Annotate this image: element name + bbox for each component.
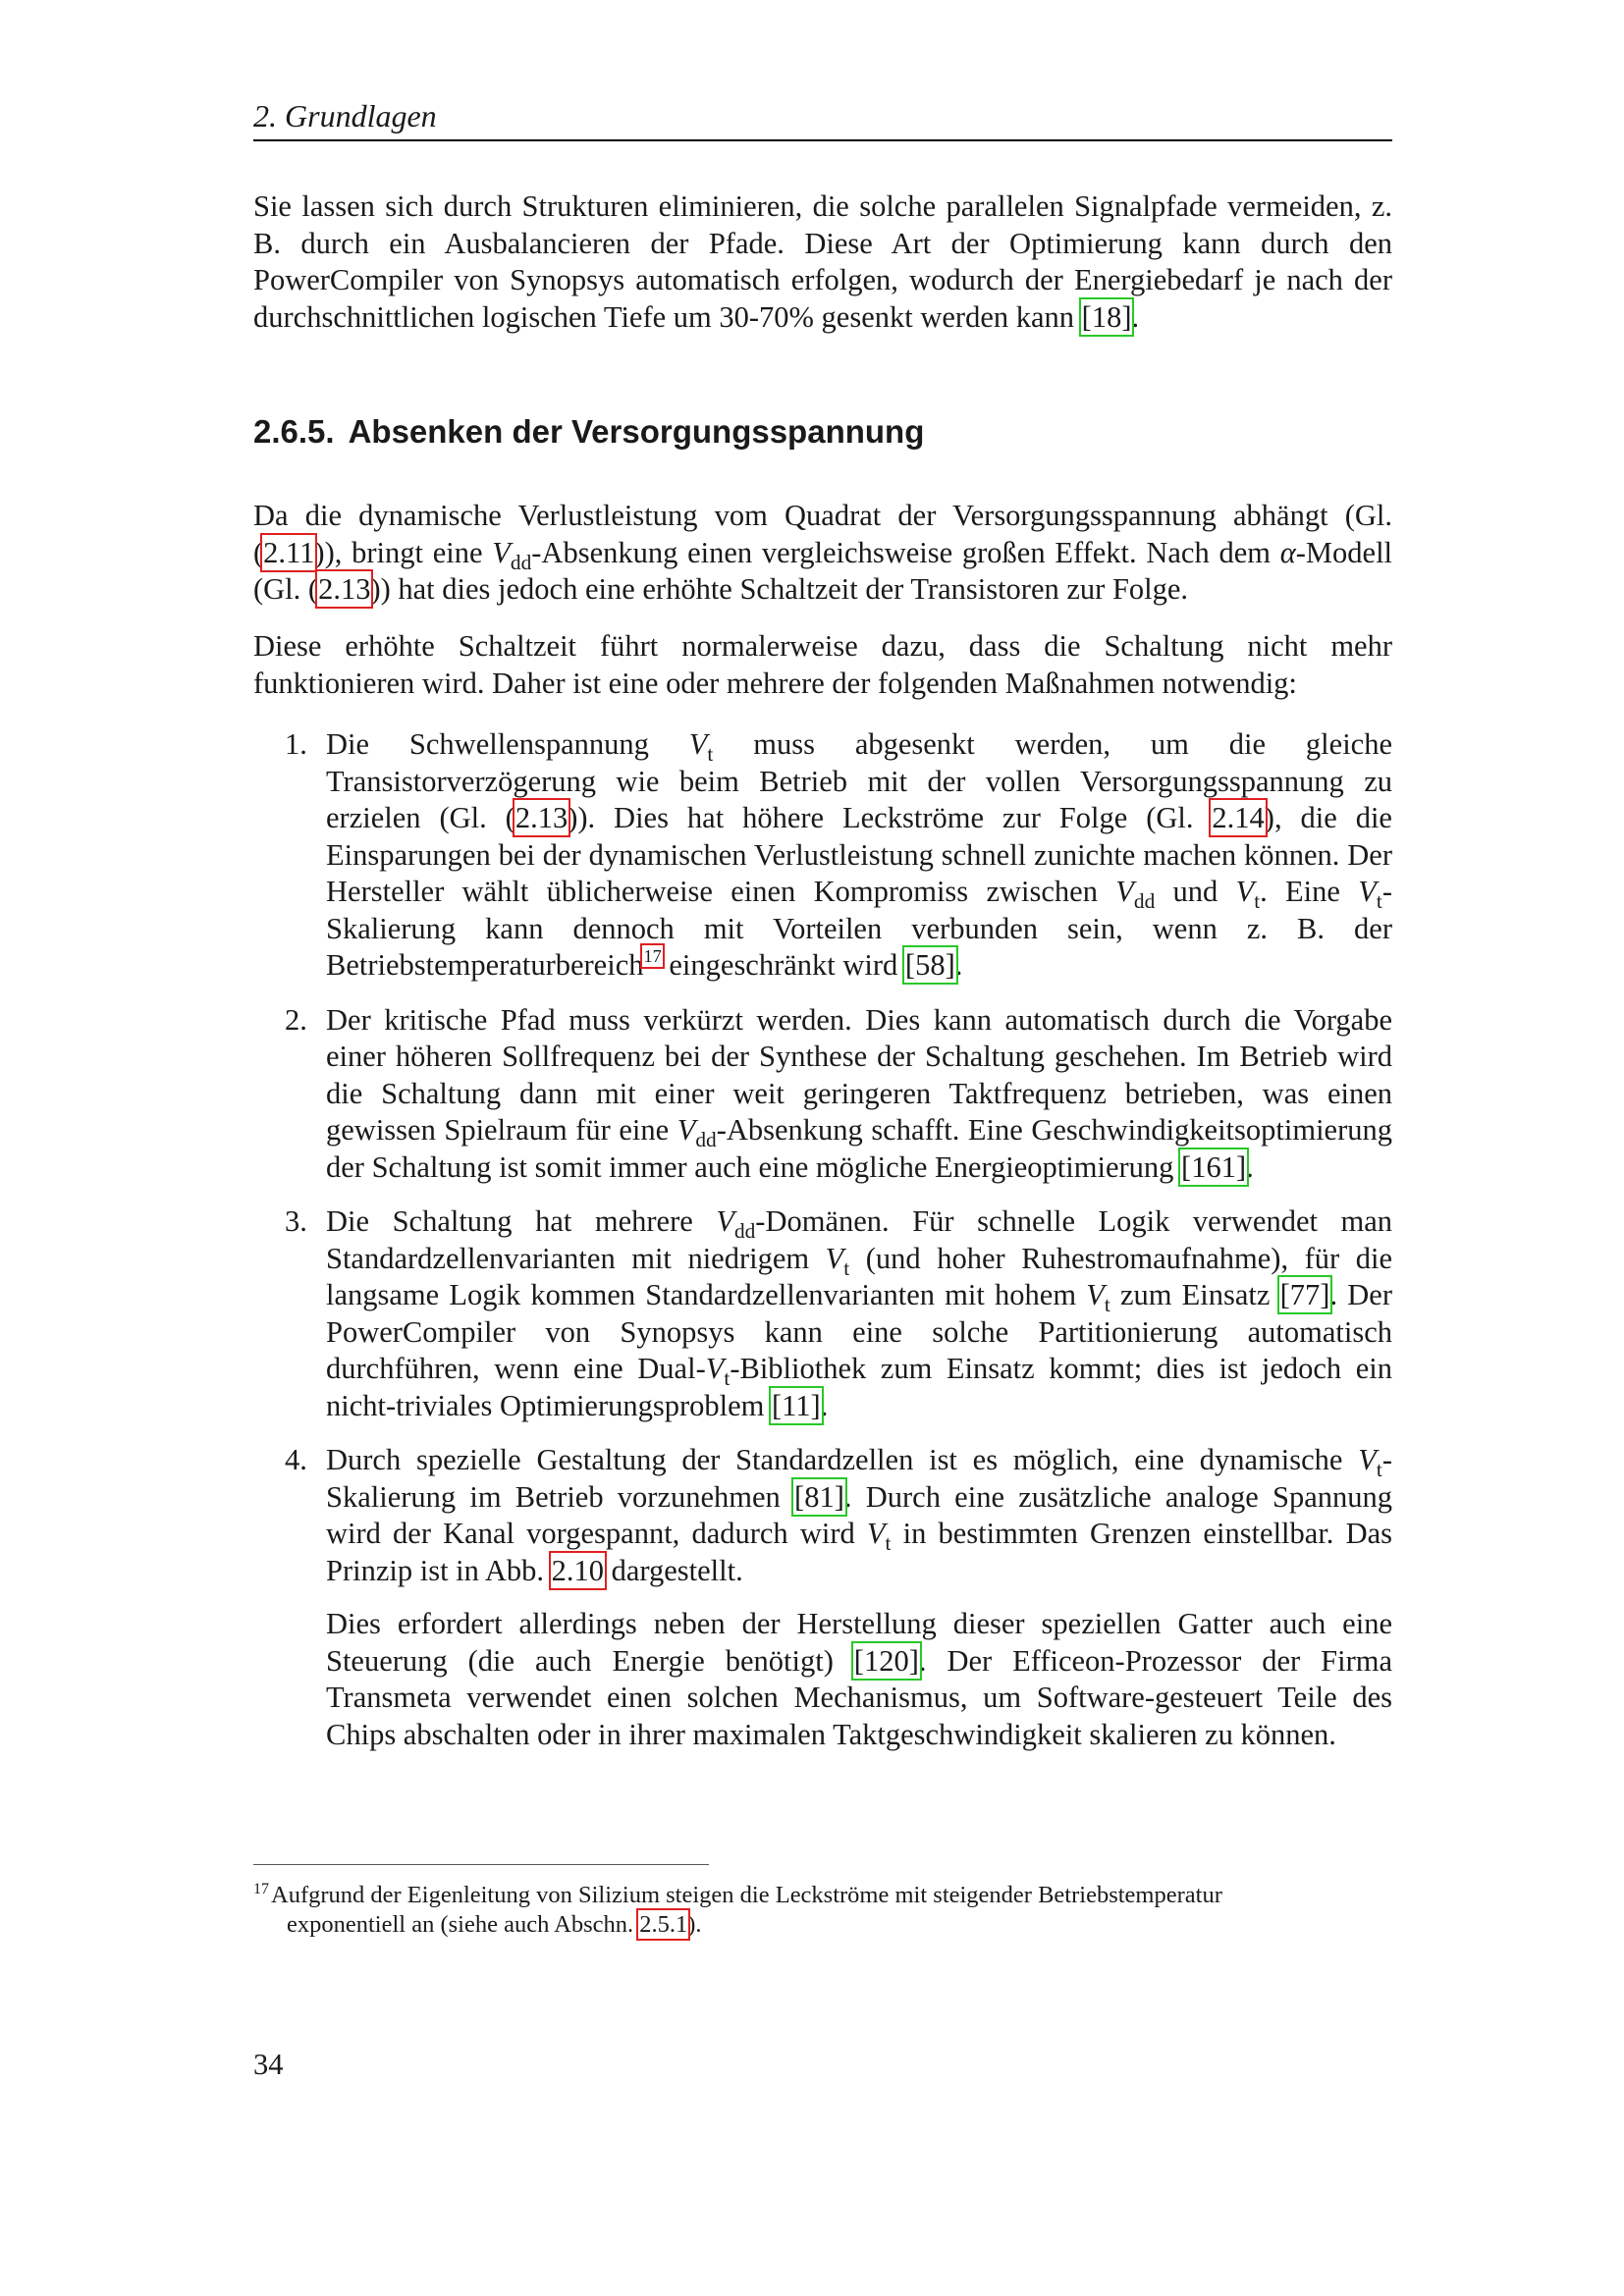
list-item — [285, 1203, 1392, 1424]
section-title: Absenken der Versorgungsspannung — [348, 413, 925, 450]
p1-text-4: -Modell (Gl. ( — [253, 535, 1393, 606]
section-ref-link[interactable]: 2.5.1 — [639, 1911, 688, 1938]
citation-link[interactable]: [11] — [772, 1388, 821, 1422]
list-item-number: 4. — [285, 1443, 307, 1476]
symbol-v: V — [705, 1352, 725, 1385]
symbol-v: V — [825, 1241, 844, 1275]
symbol-v: V — [866, 1517, 886, 1550]
list-item-number: 1. — [285, 727, 307, 761]
equation-ref-link[interactable]: 2.13 — [318, 572, 371, 606]
item-text: -Skalierung kann dennoch mit Vorteilen verbunden sein, wenn z. B. der Betriebstemperaturbereich — [326, 875, 1392, 982]
footnote-continuation — [253, 1910, 1392, 1940]
citation-link[interactable]: [18] — [1081, 299, 1132, 334]
subscript-t: t — [1254, 889, 1261, 914]
footnote-mark: 17 — [253, 1881, 269, 1897]
item-text: Durch spezielle Gestaltung der Standardzellen ist es möglich, eine dynamische — [326, 1443, 1359, 1476]
item-text: dargestellt. — [604, 1553, 743, 1587]
subscript-dd: dd — [1133, 889, 1156, 914]
footnote-ref-link[interactable]: 17 — [643, 946, 662, 967]
symbol-v: V — [688, 727, 708, 761]
section-heading — [253, 412, 1392, 452]
citation-link[interactable]: [81] — [794, 1479, 844, 1514]
enumerated-list — [285, 726, 1392, 1771]
item-text: Die Schwellenspannung — [326, 727, 689, 761]
item-text: (und hoher Ruhestromaufnahme), für die langsame Logik kommen Standardzellenvarianten mit hohem — [326, 1241, 1392, 1311]
item-text: zum Einsatz — [1110, 1278, 1280, 1311]
symbol-v: V — [1358, 875, 1377, 908]
paragraph-1 — [253, 498, 1392, 609]
subscript-t: t — [843, 1255, 850, 1280]
subscript-dd: dd — [695, 1128, 717, 1152]
list-item — [285, 1442, 1392, 1753]
symbol-v: V — [1235, 875, 1255, 908]
subscript-t: t — [1376, 889, 1382, 914]
section-number: 2.6.5. — [253, 413, 335, 450]
equation-ref-link[interactable]: 2.14 — [1212, 801, 1265, 834]
item-text: eingeschränkt wird — [661, 948, 905, 982]
item-text: in bestimmten Grenzen einstellbar. Das Prinzip ist in Abb. — [326, 1517, 1392, 1587]
subscript-t: t — [885, 1531, 892, 1556]
citation-link[interactable]: [120] — [853, 1643, 919, 1678]
symbol-v: V — [1086, 1278, 1105, 1311]
item-text: und — [1155, 875, 1236, 908]
p1-text-5: )) hat dies jedoch eine erhöhte Schaltzeit der Transistoren zur Folge. — [370, 572, 1189, 606]
citation-link[interactable]: [58] — [904, 948, 955, 982]
item-text: . Durch eine zusätzliche analoge Spannung wird der Kanal vorgespannt, dadurch wird — [326, 1479, 1392, 1550]
list-item — [285, 1002, 1392, 1187]
symbol-v: V — [677, 1113, 696, 1147]
subscript-t: t — [707, 742, 714, 767]
item-text: . Eine — [1260, 875, 1359, 908]
item-text: -Absenkung schafft. Eine Geschwindigkeitsoptimierung der Schaltung ist somit immer auch eine mögliche Energieoptimierung — [326, 1113, 1392, 1184]
item-text: Der kritische Pfad muss verkürzt werden. Dies kann automatisch durch die Vorgabe einer höheren Sollfrequenz bei der Synthese der Schaltung geschehen. Im Betrieb wird die Schaltung dann mit einer weit geringeren Taktfrequenz betrieben, was einen gewissen Spielraum für eine — [326, 1002, 1392, 1147]
symbol-v: V — [1358, 1443, 1377, 1476]
symbol-alpha: α — [1279, 535, 1296, 569]
intro-paragraph — [253, 188, 1392, 336]
footnote-rule — [253, 1864, 709, 1865]
item-text: -Skalierung im Betrieb vorzunehmen — [326, 1443, 1392, 1514]
item-text: . Der PowerCompiler von Synopsys kann eine solche Partitionierung automatisch durchführen, wenn eine Dual- — [326, 1278, 1392, 1385]
item-text: )). Dies hat höhere Leckströme zur Folge (Gl. — [568, 801, 1213, 834]
symbol-v: V — [492, 535, 511, 569]
item-text: . — [1246, 1149, 1254, 1184]
item-text: -Bibliothek zum Einsatz kommt; dies ist jedoch ein nicht-triviales Optimierungsproblem — [326, 1352, 1393, 1422]
item-text: Die Schaltung hat mehrere — [326, 1204, 717, 1238]
equation-ref-link[interactable]: 2.13 — [514, 801, 568, 834]
item-text: ), die die Einsparungen bei der dynamischen Verlustleistung schnell zunichte machen können. Der Hersteller wählt üblicherweise einen Kompromiss zwischen — [326, 801, 1392, 908]
list-item-number: 3. — [285, 1204, 307, 1238]
p1-text-2: )), bringt eine — [314, 535, 493, 569]
citation-link[interactable]: [161] — [1181, 1149, 1247, 1184]
item-text: Dies erfordert allerdings neben der Herstellung dieser speziellen Gatter auch eine Steuerung (die auch Energie benötigt) — [326, 1607, 1392, 1678]
list-item-number: 2. — [285, 1002, 307, 1037]
item-text: . — [954, 948, 963, 982]
subscript-dd: dd — [733, 1219, 756, 1244]
subscript-dd: dd — [510, 550, 532, 574]
p1-text-1: Da die dynamische Verlustleistung vom Quadrat der Versorgungsspannung abhängt (Gl. ( — [253, 499, 1392, 569]
list-item-continuation — [326, 1606, 1392, 1753]
intro-text: Sie lassen sich durch Strukturen eliminieren, die solche parallelen Signalpfade vermeiden, z. B. durch ein Ausbalancieren der Pfade. Diese Art der Optimierung kann durch den PowerCompiler von Synopsys automatisch erfolgen, wodurch der Energiebedarf je nach der durchschnittlichen logischen Tiefe um 30-70% gesenkt werden kann — [253, 189, 1392, 334]
intro-end: . — [1131, 299, 1140, 334]
list-item — [285, 726, 1392, 985]
subscript-t: t — [1376, 1458, 1382, 1482]
page-number: 34 — [253, 2048, 284, 2081]
item-text: . Der Efficeon-Prozessor der Firma Transmeta verwendet einen solchen Mechanismus, um Software-gesteuert Teile des Chips abschalten oder in ihrer maximalen Taktgeschwindigkeit skalieren zu können. — [326, 1643, 1392, 1751]
footnote — [253, 1875, 1392, 1940]
running-header: 2. Grundlagen — [253, 96, 1392, 141]
subscript-t: t — [724, 1366, 731, 1391]
item-text: . — [820, 1388, 829, 1422]
symbol-v: V — [716, 1204, 734, 1238]
footnote-text: exponentiell an (siehe auch Abschn. — [287, 1911, 640, 1938]
citation-link[interactable]: [77] — [1279, 1278, 1330, 1311]
subscript-t: t — [1104, 1293, 1110, 1317]
item-text: muss abgesenkt werden, um die gleiche Transistorverzögerung wie beim Betrieb mit der vollen Versorgungsspannung zu erzielen (Gl. ( — [326, 727, 1392, 834]
symbol-v: V — [1115, 875, 1134, 908]
p1-text-3: -Absenkung einen vergleichsweise großen Effekt. Nach dem — [531, 535, 1280, 569]
footnote-text: Aufgrund der Eigenleitung von Silizium steigen die Leckströme mit steigender Betriebstemperatur — [271, 1882, 1222, 1908]
footnote-text: ). — [687, 1911, 702, 1938]
paragraph-2: Diese erhöhte Schaltzeit führt normalerweise dazu, dass die Schaltung nicht mehr funktionieren wird. Daher ist eine oder mehrere der folgenden Maßnahmen notwendig: — [253, 629, 1392, 700]
item-text: -Domänen. Für schnelle Logik verwendet man Standardzellenvarianten mit niedrigem — [326, 1204, 1392, 1275]
figure-ref-link[interactable]: 2.10 — [551, 1553, 604, 1587]
equation-ref-link[interactable]: 2.11 — [263, 535, 315, 569]
